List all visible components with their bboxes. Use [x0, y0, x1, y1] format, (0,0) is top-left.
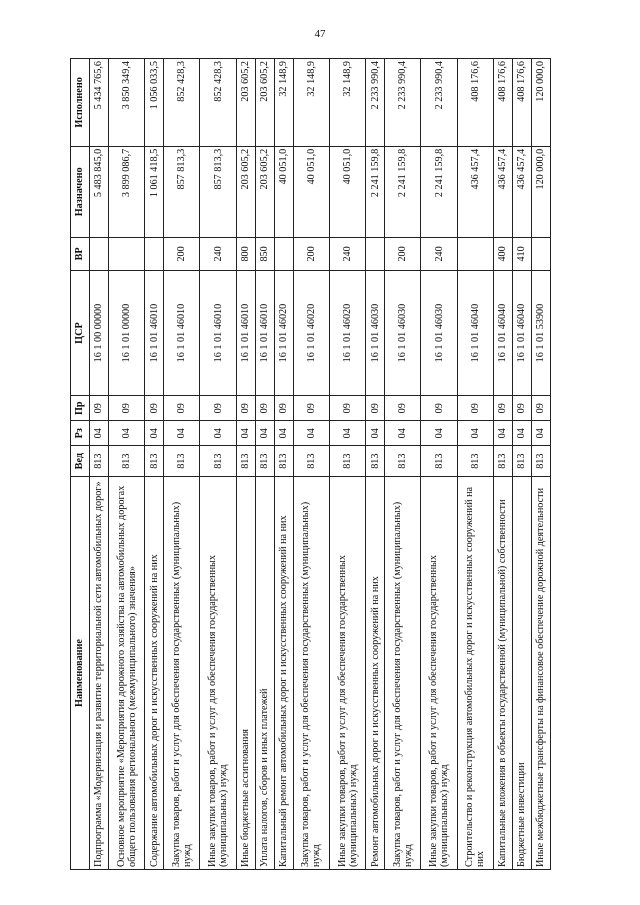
row-assigned: 436 457,4 [457, 146, 493, 237]
row-pr: 09 [512, 396, 531, 421]
row-csr: 16 1 01 46010 [255, 270, 274, 395]
row-pr: 09 [329, 396, 365, 421]
row-vr: 410 [512, 237, 531, 270]
row-rz: 04 [164, 421, 200, 446]
row-vr [145, 237, 164, 270]
row-executed: 32 148,9 [274, 59, 293, 147]
row-rz: 04 [274, 421, 293, 446]
row-csr: 16 1 01 46010 [236, 270, 255, 395]
row-rz: 04 [200, 421, 236, 446]
row-executed: 2 233 990,4 [385, 59, 421, 147]
row-vr: 850 [255, 237, 274, 270]
row-vr [90, 237, 109, 270]
row-name: Иные бюджетные ассигнования [236, 477, 255, 870]
row-vr [108, 237, 144, 270]
header-name: Наименование [71, 477, 90, 870]
row-name: Капитальный ремонт автомобильных дорог и искусственных сооружений на них [274, 477, 293, 870]
row-csr: 16 1 01 46030 [366, 270, 385, 395]
row-assigned: 203 605,2 [236, 146, 255, 237]
row-ved: 813 [145, 446, 164, 477]
row-vr: 200 [293, 237, 329, 270]
row-csr: 16 1 01 46040 [494, 270, 513, 395]
row-vr: 200 [164, 237, 200, 270]
header-csr: ЦСР [71, 270, 90, 395]
row-assigned: 2 241 159,8 [366, 146, 385, 237]
row-name: Иные закупки товаров, работ и услуг для обеспечения государственных (муниципальных) нужд [421, 477, 457, 870]
row-pr: 09 [531, 396, 550, 421]
table-row [385, 59, 421, 870]
row-rz: 04 [366, 421, 385, 446]
row-pr: 09 [366, 396, 385, 421]
row-rz: 04 [108, 421, 144, 446]
row-pr: 09 [236, 396, 255, 421]
table-row [90, 59, 109, 870]
row-executed: 1 056 033,5 [145, 59, 164, 147]
row-csr: 16 1 01 46010 [200, 270, 236, 395]
row-csr: 16 1 01 46010 [164, 270, 200, 395]
row-csr: 16 1 01 46030 [421, 270, 457, 395]
row-ved: 813 [457, 446, 493, 477]
row-assigned: 40 051,0 [274, 146, 293, 237]
row-pr: 09 [108, 396, 144, 421]
table-row [108, 59, 144, 870]
row-vr: 800 [236, 237, 255, 270]
header-assigned: Назначено [71, 146, 90, 237]
row-assigned: 436 457,4 [512, 146, 531, 237]
table-header-row [71, 59, 90, 870]
row-ved: 813 [512, 446, 531, 477]
row-pr: 09 [421, 396, 457, 421]
row-ved: 813 [274, 446, 293, 477]
row-ved: 813 [164, 446, 200, 477]
row-csr: 16 1 01 00000 [108, 270, 144, 395]
table-row [421, 59, 457, 870]
row-pr: 09 [145, 396, 164, 421]
row-csr: 16 1 01 46020 [329, 270, 365, 395]
row-ved: 813 [255, 446, 274, 477]
row-assigned: 436 457,4 [494, 146, 513, 237]
header-ved: Вед [71, 446, 90, 477]
row-csr: 16 1 01 53900 [531, 270, 550, 395]
row-executed: 203 605,2 [236, 59, 255, 147]
row-vr: 200 [385, 237, 421, 270]
table-row [366, 59, 385, 870]
budget-table [70, 58, 551, 870]
row-ved: 813 [421, 446, 457, 477]
row-assigned: 2 241 159,8 [421, 146, 457, 237]
row-ved: 813 [329, 446, 365, 477]
row-vr [457, 237, 493, 270]
row-assigned: 857 813,3 [200, 146, 236, 237]
row-ved: 813 [200, 446, 236, 477]
row-name: Иные закупки товаров, работ и услуг для обеспечения государственных (муниципальных) нужд [329, 477, 365, 870]
row-name: Основное мероприятие «Мероприятия дорожного хозяйства на автомобильных дорогах общего пользования регионального (межмуниципального) значения» [108, 477, 144, 870]
row-executed: 2 233 990,4 [421, 59, 457, 147]
row-rz: 04 [329, 421, 365, 446]
row-executed: 852 428,3 [164, 59, 200, 147]
row-rz: 04 [421, 421, 457, 446]
table-row [531, 59, 550, 870]
row-rz: 04 [293, 421, 329, 446]
row-executed: 408 176,6 [512, 59, 531, 147]
row-name: Строительство и реконструкция автомобильных дорог и искусственных сооружений на них [457, 477, 493, 870]
row-executed: 408 176,6 [494, 59, 513, 147]
row-name: Иные закупки товаров, работ и услуг для обеспечения государственных (муниципальных) нужд [200, 477, 236, 870]
header-executed: Исполнено [71, 59, 90, 147]
row-assigned: 120 000,0 [531, 146, 550, 237]
row-name: Уплата налогов, сборов и иных платежей [255, 477, 274, 870]
table-rotation-frame [70, 58, 551, 870]
row-rz: 04 [236, 421, 255, 446]
row-rz: 04 [385, 421, 421, 446]
row-executed: 852 428,3 [200, 59, 236, 147]
row-executed: 3 850 349,4 [108, 59, 144, 147]
row-rz: 04 [90, 421, 109, 446]
header-rz: Рз [71, 421, 90, 446]
table-row [329, 59, 365, 870]
table-row [200, 59, 236, 870]
row-executed: 2 233 990,4 [366, 59, 385, 147]
row-ved: 813 [90, 446, 109, 477]
row-vr [366, 237, 385, 270]
row-pr: 09 [274, 396, 293, 421]
row-rz: 04 [255, 421, 274, 446]
row-pr: 09 [293, 396, 329, 421]
row-pr: 09 [200, 396, 236, 421]
row-vr: 400 [494, 237, 513, 270]
row-assigned: 857 813,3 [164, 146, 200, 237]
row-name: Капитальные вложения в объекты государственной (муниципальной) собственности [494, 477, 513, 870]
table-row [164, 59, 200, 870]
row-assigned: 40 051,0 [329, 146, 365, 237]
row-name: Бюджетные инвестиции [512, 477, 531, 870]
row-rz: 04 [145, 421, 164, 446]
header-pr: Пр [71, 396, 90, 421]
row-pr: 09 [255, 396, 274, 421]
row-assigned: 1 061 418,5 [145, 146, 164, 237]
row-name: Закупка товаров, работ и услуг для обеспечения государственных (муниципальных) нужд [385, 477, 421, 870]
table-row [512, 59, 531, 870]
row-assigned: 5 483 845,0 [90, 146, 109, 237]
row-rz: 04 [457, 421, 493, 446]
row-pr: 09 [164, 396, 200, 421]
row-csr: 16 1 01 46020 [293, 270, 329, 395]
table-row [293, 59, 329, 870]
row-pr: 09 [90, 396, 109, 421]
row-csr: 16 1 01 46020 [274, 270, 293, 395]
row-csr: 16 1 01 46030 [385, 270, 421, 395]
row-ved: 813 [531, 446, 550, 477]
row-name: Подпрограмма «Модернизация и развитие территориальной сети автомобильных дорог» [90, 477, 109, 870]
row-csr: 16 1 01 46040 [457, 270, 493, 395]
rotated-table-area [70, 58, 551, 870]
row-pr: 09 [494, 396, 513, 421]
table-row [145, 59, 164, 870]
row-csr: 16 1 01 46040 [512, 270, 531, 395]
row-executed: 408 176,6 [457, 59, 493, 147]
row-vr [274, 237, 293, 270]
row-vr: 240 [200, 237, 236, 270]
row-executed: 203 605,2 [255, 59, 274, 147]
row-rz: 04 [531, 421, 550, 446]
row-vr [531, 237, 550, 270]
row-vr: 240 [329, 237, 365, 270]
row-assigned: 203 605,2 [255, 146, 274, 237]
row-pr: 09 [457, 396, 493, 421]
row-name: Содержание автомобильных дорог и искусственных сооружений на них [145, 477, 164, 870]
table-row [255, 59, 274, 870]
row-ved: 813 [385, 446, 421, 477]
table-row [274, 59, 293, 870]
row-ved: 813 [236, 446, 255, 477]
row-name: Иные межбюджетные трансферты на финансовое обеспечение дорожной деятельности [531, 477, 550, 870]
row-csr: 16 1 01 46010 [145, 270, 164, 395]
row-vr: 240 [421, 237, 457, 270]
row-name: Ремонт автомобильных дорог и искусственных сооружений на них [366, 477, 385, 870]
row-name: Закупка товаров, работ и услуг для обеспечения государственных (муниципальных) нужд [293, 477, 329, 870]
row-ved: 813 [494, 446, 513, 477]
row-executed: 32 148,9 [293, 59, 329, 147]
row-ved: 813 [366, 446, 385, 477]
table-row [494, 59, 513, 870]
row-assigned: 40 051,0 [293, 146, 329, 237]
row-csr: 16 1 00 00000 [90, 270, 109, 395]
row-name: Закупка товаров, работ и услуг для обеспечения государственных (муниципальных) нужд [164, 477, 200, 870]
row-ved: 813 [108, 446, 144, 477]
table-row [457, 59, 493, 870]
row-assigned: 2 241 159,8 [385, 146, 421, 237]
row-executed: 5 434 765,6 [90, 59, 109, 147]
table-row [236, 59, 255, 870]
row-assigned: 3 899 086,7 [108, 146, 144, 237]
row-ved: 813 [293, 446, 329, 477]
row-rz: 04 [494, 421, 513, 446]
row-executed: 120 000,0 [531, 59, 550, 147]
header-vr: ВР [71, 237, 90, 270]
row-executed: 32 148,9 [329, 59, 365, 147]
page-number: 47 [314, 28, 326, 40]
row-rz: 04 [512, 421, 531, 446]
row-pr: 09 [385, 396, 421, 421]
